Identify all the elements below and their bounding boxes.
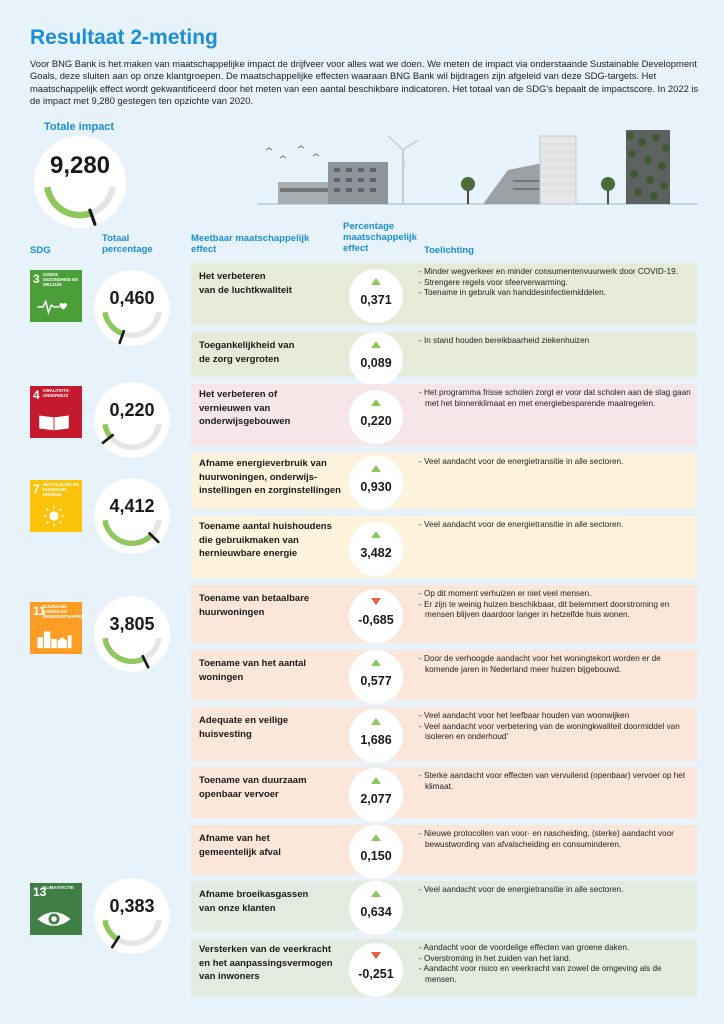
effect-notes: - Veel aandacht voor de energietransitie in alle sectoren. — [419, 885, 624, 894]
effect-name: Het verbeteren van de luchtkwaliteit — [199, 271, 292, 296]
page-title: Resultaat 2-meting — [30, 26, 218, 49]
effect-row — [191, 767, 697, 818]
effect-row — [191, 516, 697, 578]
trend-up-icon — [371, 465, 381, 472]
sdg-total-value: 3,805 — [109, 614, 155, 634]
effect-notes: - Veel aandacht voor de energietransitie in alle sectoren. — [419, 457, 624, 466]
effect-notes: - Sterke aandacht voor effecten van vervuilend (openbaar) vervoer op het klimaat. — [419, 771, 686, 791]
sdg-name: KWALITEITS-ONDERWIJS — [43, 388, 70, 398]
effect-percentage — [349, 390, 403, 444]
effect-name: Afname energieverbruik van huurwoningen, onderwijs- instellingen en zorginstellingen — [199, 458, 341, 496]
trend-up-icon — [371, 341, 381, 348]
effect-notes: - In stand houden bereikbaarheid ziekenhuizen — [419, 336, 590, 345]
effect-notes: - Nieuwe protocollen van voor- en nascheiding, (sterke) aandacht voor bewustwording van afvalscheiding en consuminderen. — [419, 829, 674, 849]
sdg-tile-3 — [30, 270, 82, 322]
effect-row — [191, 825, 697, 875]
heartbeat-icon — [30, 294, 78, 318]
trend-up-icon — [371, 659, 381, 666]
trend-up-icon — [371, 399, 381, 406]
effect-notes: - Veel aandacht voor het leefbaar houden van woonwijken - Veel aandacht voor verbetering van de woningkwaliteit doormiddel van isoleren en onderhoud' — [419, 711, 680, 742]
effect-percentage-value: 0,150 — [360, 849, 392, 863]
trend-up-icon — [371, 718, 381, 725]
effect-row — [191, 263, 697, 325]
gauge-track — [105, 520, 159, 543]
effect-percentage — [349, 943, 403, 997]
effect-percentage-value: 0,577 — [360, 674, 392, 688]
gauge-track — [105, 638, 159, 661]
sdg-number: 4 — [33, 388, 40, 402]
effect-row — [191, 384, 697, 446]
effect-percentage — [349, 650, 403, 704]
effect-row — [191, 453, 697, 509]
sdg-number: 7 — [33, 482, 40, 496]
effect-percentage-value: 1,686 — [360, 733, 392, 747]
trend-down-icon — [371, 598, 381, 605]
sdg-name: GOEDE GEZONDHEID EN WELZIJN — [43, 272, 78, 287]
effect-percentage — [349, 269, 403, 323]
effect-name: Toename van het aantal woningen — [199, 658, 306, 683]
trend-up-icon — [371, 531, 381, 538]
effect-percentage-value: -0,251 — [358, 967, 394, 981]
sdg-7-total-gauge — [94, 478, 170, 554]
effect-row — [191, 650, 697, 700]
sdg-total-value: 0,383 — [109, 896, 155, 916]
sdg-name: DUURZAME STEDEN EN GEMEENSCHAPPEN — [43, 604, 85, 619]
intro-paragraph: Voor BNG Bank is het maken van maatschappelijke impact de drijfveer voor alles wat we doen. We meten de impact via onderstaande Sustainable Development Goals, deze sluiten aan op onze klantgroepen. De maatschappelijke effecten waaraan BNG Bank wil bijdragen zijn afgeleid van deze SDG-targets. Het maatschappelijk effect wordt gekwantificeerd door het meten van een aantal beschikbare indicatoren. Het totaal van de SDG's bepaalt de impactscore. In 2022 is de impact met 9,280 gestegen ten opzichte van 2020. — [30, 58, 699, 107]
header-effect: Meetbaar maatschappelijk effect — [191, 233, 310, 255]
sdg-13-total-gauge — [94, 878, 170, 954]
effect-percentage — [349, 589, 403, 643]
effect-percentage-value: 3,482 — [360, 546, 392, 560]
header-percentage-effect: Percentage maatschappelijk effect — [343, 221, 417, 254]
effect-percentage — [349, 522, 403, 576]
gauge-fill — [105, 520, 151, 543]
effect-name: Het verbeteren of vernieuwen van onderwijsgebouwen — [199, 389, 291, 427]
gauge-fill — [105, 638, 144, 661]
effect-name: Toename van betaalbare huurwoningen — [199, 593, 310, 618]
effect-percentage-value: 0,089 — [360, 356, 392, 370]
total-impact-value: 9,280 — [49, 152, 111, 179]
total-impact-label: Totale impact — [44, 121, 115, 133]
sdg-total-value: 4,412 — [109, 496, 155, 516]
sdg-name: BETAALBARE EN DUURZAME ENERGIE — [43, 482, 79, 497]
effect-notes: - Door de verhoogde aandacht voor het woningtekort worden er de komende jaren in Nederland meer huizen bijgebouwd. — [419, 654, 661, 674]
header-total-percentage: Totaal percentage — [102, 233, 153, 255]
effect-percentage-value: -0,685 — [358, 613, 394, 627]
trend-up-icon — [371, 278, 381, 285]
sdg-name: KLIMAATACTIE — [43, 885, 74, 890]
gauge-fill — [47, 187, 91, 215]
effect-percentage-value: 2,077 — [360, 791, 392, 806]
effect-row — [191, 707, 697, 761]
sdg-tile-4 — [30, 386, 82, 438]
trend-down-icon — [371, 952, 381, 959]
effect-percentage-value: 0,930 — [360, 480, 392, 494]
effect-percentage-value: 0,371 — [360, 293, 392, 307]
gauge-fill — [105, 920, 117, 939]
effect-name: Toename van duurzaam openbaar vervoer — [199, 775, 307, 800]
sdg-tile-13 — [30, 883, 82, 935]
sdg-total-value: 0,460 — [109, 288, 155, 308]
sdg-4-total-gauge — [94, 382, 170, 458]
effect-name: Afname van het gemeentelijk afval — [199, 833, 281, 858]
effect-percentage — [349, 768, 403, 822]
sdg-number: 3 — [33, 272, 40, 286]
effect-notes: - Minder wegverkeer en minder consumentenvuurwerk door COVID-19. - Strengere regels voor sfeerverwarming. - Toename in gebruik van handdesinfectiemiddelen. — [419, 267, 678, 298]
gauge-fill — [105, 312, 123, 334]
effect-percentage — [349, 456, 403, 510]
effect-percentage — [349, 709, 403, 763]
city-icon — [30, 626, 78, 650]
sdg-number: 11 — [33, 604, 46, 618]
gauge-fill — [105, 424, 111, 437]
book-icon — [30, 410, 78, 434]
effect-notes: - Aandacht voor de voordelige effecten van groene daken. - Overstroming in het zuiden van het land. - Aandacht voor risico en veerkracht van zowel de omgeving als de mensen. — [419, 943, 662, 984]
header-sdg: SDG — [30, 245, 51, 256]
trend-up-icon — [371, 834, 381, 841]
effect-name: Versterken van de veerkracht en het aanpassingsvermogen van inwoners — [199, 944, 333, 982]
effect-name: Toename aantal huishoudens die gebruikmaken van hernieuwbare energie — [199, 521, 332, 559]
effect-name: Toegankelijkheid van de zorg vergroten — [199, 340, 295, 365]
gauge-track — [105, 920, 159, 943]
effect-percentage — [349, 332, 403, 386]
sdg-number: 13 — [33, 885, 47, 899]
trend-up-icon — [371, 777, 381, 784]
effect-notes: - Het programma frisse scholen zorgt er voor dat scholen aan de slag gaan met het binnenklimaat en met energiebesparende maatregelen. — [419, 388, 691, 408]
effect-percentage — [349, 881, 403, 935]
effect-name: Afname broeikasgassen van onze klanten — [199, 889, 309, 914]
total-impact-gauge — [34, 136, 126, 228]
trend-up-icon — [371, 890, 381, 897]
effect-notes: - Op dit moment verhuizen er niet veel mensen. - Er zijn te weinig huizen beschikbaar, dit belemmert doorstroming en mensen blijven daardoor langer in hetzelfde huis wonen. — [419, 589, 670, 620]
effect-notes: - Veel aandacht voor de energietransitie in alle sectoren. — [419, 520, 624, 529]
skyline-illustration — [258, 130, 698, 210]
sdg-total-value: 0,220 — [109, 400, 155, 420]
effect-name: Adequate en veilige huisvesting — [199, 715, 289, 740]
effect-percentage-value: 0,220 — [360, 414, 392, 428]
gauge-track — [47, 187, 112, 215]
header-notes: Toelichting — [424, 245, 474, 256]
sdg-11-total-gauge — [94, 596, 170, 672]
sun-icon — [30, 504, 78, 528]
eye-globe-icon — [30, 907, 78, 931]
effect-row — [191, 585, 697, 643]
effect-row — [191, 881, 697, 931]
effect-percentage — [349, 825, 403, 879]
sdg-tile-7 — [30, 480, 82, 532]
sdg-tile-11 — [30, 602, 85, 654]
effect-row — [191, 939, 697, 997]
gauge-track — [105, 312, 159, 335]
sdg-3-total-gauge — [94, 270, 170, 346]
effect-row — [191, 332, 697, 377]
effect-percentage-value: 0,634 — [360, 905, 392, 919]
